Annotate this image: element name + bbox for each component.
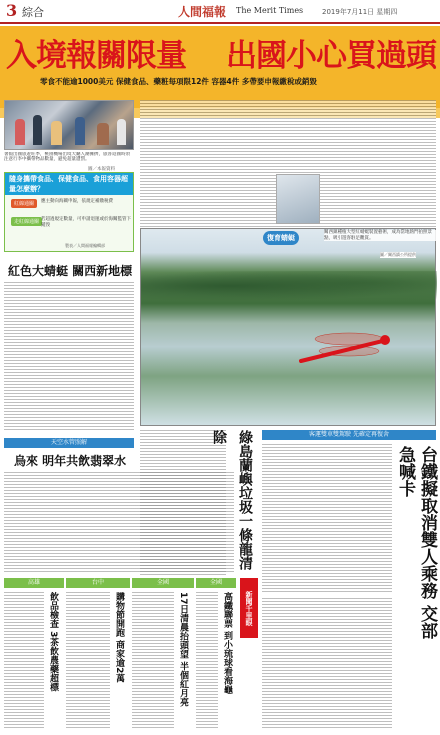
airport-photo [4, 100, 134, 150]
banner-subhead: 零食不能逾1000美元 保健食品、藥粧每項限12件 容器4件 多帶要申報繳稅或銷毀 [40, 77, 317, 86]
info-tag-red: 紅線通關 [11, 199, 37, 208]
info-item-1: 應主動向海關申報，依規定補繳稅費 [41, 199, 113, 204]
banner-headline-left: 入境報關限量 [6, 38, 186, 74]
story-4-text [196, 592, 218, 730]
tab-national-1: 全國 [132, 578, 194, 588]
story-2-text [66, 592, 110, 730]
airport-credit: 圖／本報資料 [88, 167, 115, 172]
green-island-text-1 [140, 430, 226, 576]
paper-name-cn: 人間福報 [178, 5, 227, 19]
story-4-headline: 高鐵聯票 到小琉球看海龜 [222, 592, 232, 695]
info-box [4, 172, 134, 252]
bottom-right-text [262, 598, 392, 728]
tab-taichung: 台中 [66, 578, 130, 588]
info-source: 製表／人間福報編輯部 [65, 243, 105, 248]
dragonfly-article-text [4, 282, 134, 432]
twin-rail-banner: 客運雙車雙駕駛 先確定再復舍 [262, 430, 436, 440]
tab-national-2: 全國 [196, 578, 236, 588]
green-island-headline: 綠島蘭嶼垃圾一條龍清除 [211, 430, 253, 570]
paper-name-en: The Merit Times [236, 6, 304, 15]
tab-kaohsiung: 高雄 [4, 578, 64, 588]
dragonfly-badge: 復育蜻蜓 [263, 231, 299, 245]
story-3-headline: 17日清晨抬頭望 半個紅月亮 [178, 592, 188, 707]
lead-article-photo [276, 174, 320, 224]
news-eye-tab: 新聞千里眼 [240, 578, 258, 638]
banner-headline-right: 出國小心買過頭 [226, 38, 436, 74]
page-number: 3 [6, 1, 18, 20]
issue-date: 2019年7月11日 星期四 [322, 8, 398, 16]
airport-caption: 暑假出國旅遊旺季，桃園機場出境大廳人潮擁擠，旅客返國時須注意行李中攜帶物品數量，避免超量遭罰。 [4, 152, 130, 162]
story-1-headline: 飲品檢查 3茶飲農藥超標 [48, 592, 58, 692]
info-tag-green: 走紅線通關 [11, 217, 42, 226]
info-box-title: 隨身攜帶食品、保健食品、食用容器超量怎麼辦？ [5, 173, 133, 195]
story-3-text [132, 592, 174, 730]
dragonfly-headline: 紅色大蜻蜓 關西新地標 [8, 264, 133, 278]
dragonfly-credit: 圖／關西鎮公所提供 [380, 252, 416, 257]
twin-rail-text [262, 444, 392, 594]
info-item-2: 若超過規定數量，可申請退運或於海關監管下銷毀 [41, 217, 131, 228]
dragonfly-icon [291, 321, 401, 371]
sky-water-headline: 烏來 明年共飲翡翠水 [14, 454, 127, 468]
masthead [0, 0, 440, 24]
dragonfly-caption: 關西鎮種植大型紅蜻蜓裝置藝術，成為當地熱門拍照景點，吸引遊客駐足觀賞。 [324, 230, 436, 241]
sky-water-banner: 天空水管照解 [4, 438, 134, 448]
story-1-text [4, 592, 44, 730]
section-name: 綜合 [22, 6, 44, 19]
bottom-strip [0, 576, 262, 735]
twin-rail-headline: 台鐵擬取消雙人乘務 交部急喊卡 [395, 446, 437, 639]
story-2-headline: 購物節開跑 商家逾2萬 [114, 592, 124, 683]
